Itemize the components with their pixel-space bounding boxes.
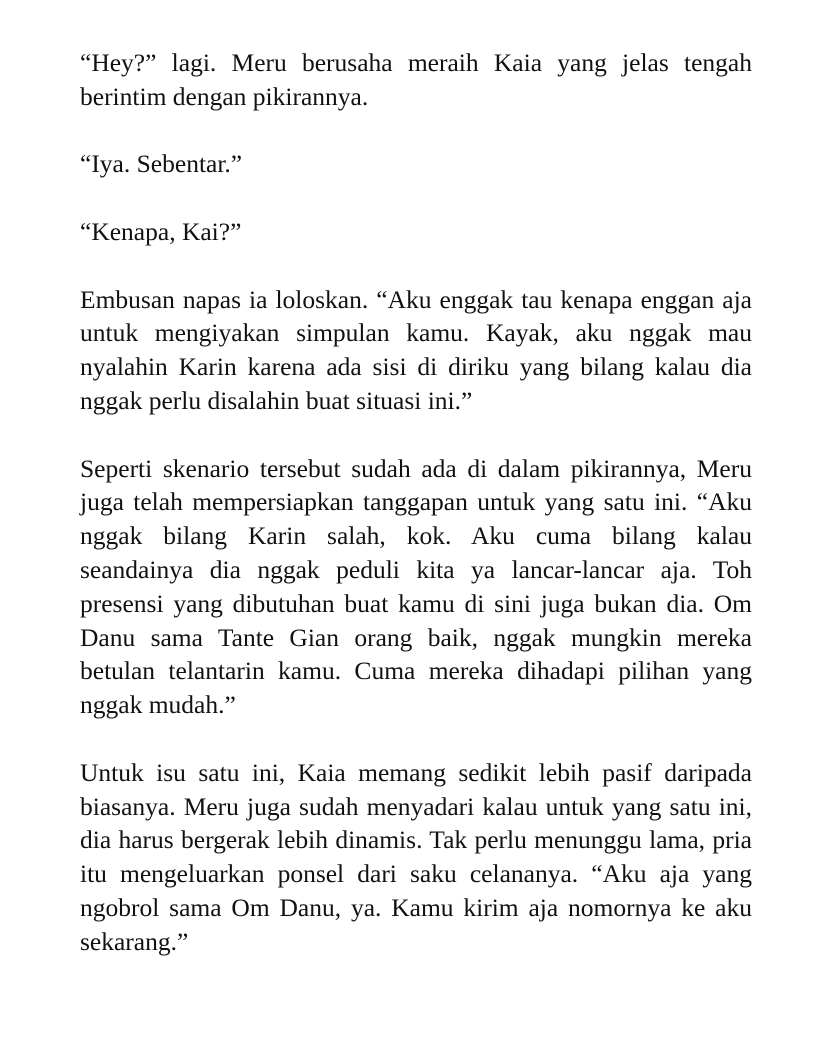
paragraph-2: “Iya. Sebentar.” xyxy=(80,149,243,179)
paragraph-6: Untuk isu satu ini, Kaia memang sedikit lebih pasif daripada biasanya. Meru juga sudah menyadari kalau untuk yang satu ini, dia harus bergerak lebih dinamis. Tak perlu menunggu lama, pria itu mengeluarkan ponsel dari saku celananya. “Aku aja yang ngobrol sama Om Danu, ya. Kamu kirim aja nomornya ke aku sekarang.” xyxy=(80,757,752,956)
paragraph-4: Embusan napas ia loloskan. “Aku enggak tau kenapa enggan aja untuk mengiyakan simpulan kamu. Kayak, aku nggak mau nyalahin Karin karena ada sisi di diriku yang bilang kalau dia nggak perlu disalahin buat situasi ini.” xyxy=(80,284,752,415)
paragraph-1: “Hey?” lagi. Meru berusaha meraih Kaia yang jelas tengah berintim dengan pikirannya. xyxy=(80,48,752,111)
page-text xyxy=(80,46,752,959)
paragraph-5: Seperti skenario tersebut sudah ada di dalam pikirannya, Meru juga telah mempersiapkan tanggapan untuk yang satu ini. “Aku nggak bilang Karin salah, kok. Aku cuma bilang kalau seandainya dia nggak peduli kita ya lancar-lancar aja. Toh presensi yang dibutuhan buat kamu di sini juga bukan dia. Om Danu sama Tante Gian orang baik, nggak mungkin mereka betulan telantarin kamu. Cuma mereka dihadapi pilihan yang nggak mudah.” xyxy=(80,453,752,720)
paragraph-3: “Kenapa, Kai?” xyxy=(80,216,242,246)
